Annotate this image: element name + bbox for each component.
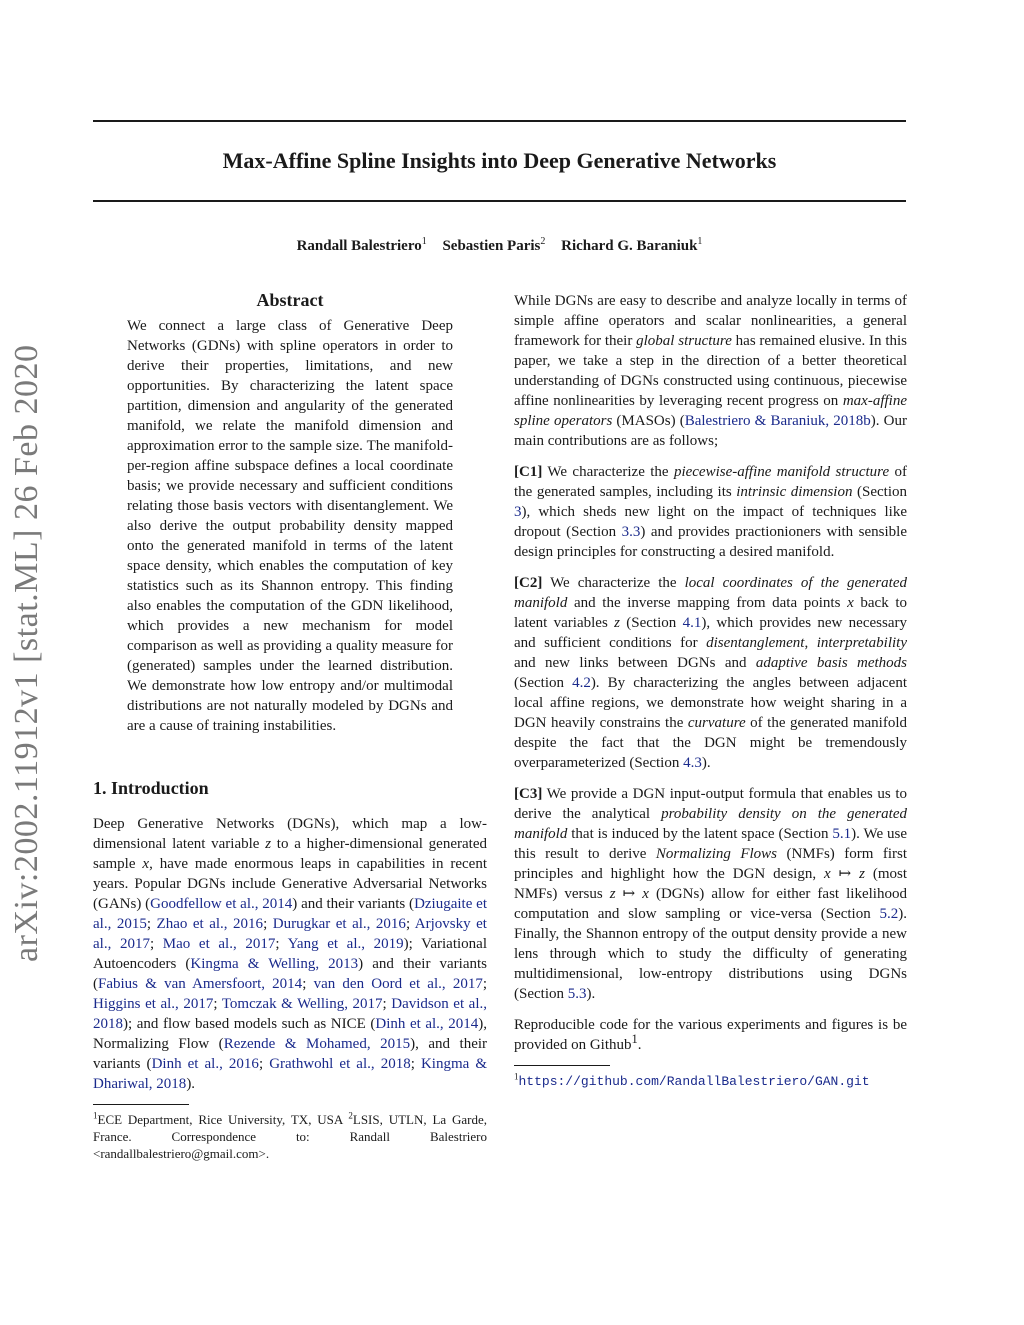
author-3 xyxy=(561,238,702,254)
contribution-label: [C1] xyxy=(514,464,543,480)
citation-link[interactable]: Dinh et al., 2016 xyxy=(151,1056,259,1072)
citation-link[interactable]: van den Oord et al., 2017 xyxy=(313,976,483,992)
github-footnote: $^1$https://github.com/RandallBalestriero/GAN.git xyxy=(514,1071,870,1089)
citation-link[interactable]: Grathwohl et al., 2018 xyxy=(269,1056,411,1072)
section-ref-link[interactable]: 3.3 xyxy=(621,524,641,540)
left-column xyxy=(93,288,487,1162)
right-column xyxy=(514,291,907,1090)
citation-link[interactable]: Yang et al., 2019 xyxy=(287,936,404,952)
section-ref-link[interactable]: 4.3 xyxy=(683,755,702,771)
author-affiliation: 2 xyxy=(540,236,546,247)
citation-link[interactable]: Goodfellow et al., 2014 xyxy=(150,896,293,912)
citation-link[interactable]: Zhao et al., 2016 xyxy=(156,916,264,932)
author-name: Richard G. Baraniuk xyxy=(561,238,698,254)
intro-paragraph-continued: While DGNs are easy to describe and analyze locally in terms of simple affine operators and scalar nonlinearities, a general framework for their global structure has remained elusive. In this paper, we take a step in the direction of a better theoretical understanding of DGNs constructed using continuous, piecewise affine nonlinearities by leveraging recent progress on max-affine spline operators (MASOs) (Balestriero & Baraniuk, 2018b). Our main contributions are as follows; xyxy=(514,293,907,449)
contribution-label: [C3] xyxy=(514,786,543,802)
author-name: Sebastien Paris xyxy=(442,238,541,254)
affiliation-footnote: $^1$ECE Department, Rice University, TX, USA $^2$LSIS, UTLN, La Garde, France. Correspondence to: Randall Balestriero <randallbalestriero@gmail.com>. xyxy=(93,1110,487,1161)
author-1 xyxy=(297,238,427,254)
title-rule-top xyxy=(93,120,906,122)
contribution-c1: [C1] We characterize the piecewise-affine manifold structure of the generated samples, including its intrinsic dimension (Section 3), which sheds new light on the impact of techniques like dropout (Section 3.3) and provides practionioners with sensible design principles for constructing a desired manifold. xyxy=(514,464,908,560)
section-ref-link[interactable]: 5.1 xyxy=(832,826,852,842)
math-x: x xyxy=(847,595,854,611)
citation-link[interactable]: Dziugaite et al., 2015 xyxy=(93,896,487,932)
math-mapping: x ↦ z xyxy=(824,866,865,882)
author-name: Randall Balestriero xyxy=(296,238,422,254)
citation-link[interactable]: Davidson et al., 2018 xyxy=(93,996,488,1032)
author-list xyxy=(93,236,906,256)
title-rule-bottom xyxy=(93,200,906,202)
reproducibility-paragraph: Reproducible code for the various experiments and figures is be provided on Github$^1$. xyxy=(514,1017,907,1053)
footnote-rule xyxy=(514,1065,610,1066)
paper-title: Max-Affine Spline Insights into Deep Generative Networks xyxy=(222,148,777,173)
arxiv-identifier-stamp: arXiv:2002.11912v1 [stat.ML] 26 Feb 2020 xyxy=(8,344,45,962)
abstract-body: We connect a large class of Generative Deep Networks (GDNs) with spline operators in order to derive their properties, limitations, and new opportunities. By characterizing the latent space partition, dimension and angularity of the generated manifold, we relate the manifold dimension and approximation error to the sample size. The manifold-per-region affine subspace defines a local coordinate basis; we provide necessary and sufficient conditions relating those basis vectors with disentanglement. We also derive the output probability density mapped onto the generated manifold in terms of the latent space density, which enables the computation of key statistics such as its Shannon entropy. This finding also enables the computation of the GDN likelihood, which provides a new mechanism for model comparison as well as providing a quality measure for (generated) samples under the learned distribution. We demonstrate how low entropy and/or multimodal distributions are not naturally modeled by DGNs and are a cause of training instabilities. xyxy=(127,318,453,734)
citation-link[interactable]: Fabius & van Amersfoort, 2014 xyxy=(98,976,303,992)
citation-link[interactable]: Rezende & Mohamed, 2015 xyxy=(223,1036,411,1052)
citation-link[interactable]: Higgins et al., 2017 xyxy=(93,996,214,1012)
contribution-c2: [C2] We characterize the local coordinates of the generated manifold and the inverse mapping from data points x back to latent variables z (Section 4.1), which provides new necessary and sufficient conditions for disentanglement, interpretability and new links between DGNs and adaptive basis methods (Section 4.2). By characterizing the angles between adjacent local affine regions, we demonstrate how weight sharing in a DGN heavily constrains the curvature of the generated manifold despite the fact that the DGN might be tremendously overparameterized (Section 4.3). xyxy=(514,575,907,771)
math-mapping: z ↦ x xyxy=(609,886,649,902)
citation-link[interactable]: Kingma & Dhariwal, 2018 xyxy=(93,1056,488,1092)
author-affiliation: 1 xyxy=(421,236,427,247)
citation-link[interactable]: Mao et al., 2017 xyxy=(162,936,276,952)
author-affiliation: 1 xyxy=(697,236,703,247)
section-ref-link[interactable]: 5.2 xyxy=(879,906,899,922)
section-ref-link[interactable]: 4.2 xyxy=(572,675,591,691)
citation-link[interactable]: Durugkar et al., 2016 xyxy=(272,916,406,932)
contribution-label: [C2] xyxy=(514,575,543,591)
math-x: x xyxy=(142,856,150,872)
citation-link[interactable]: Balestriero & Baraniuk, 2018b xyxy=(684,413,871,429)
citation-link[interactable]: Arjovsky et al., 2017 xyxy=(93,916,487,952)
section-heading-introduction: 1. Introduction xyxy=(93,778,209,798)
author-2 xyxy=(442,238,545,254)
section-ref-link[interactable]: 5.3 xyxy=(567,986,587,1002)
section-ref-link[interactable]: 4.1 xyxy=(682,615,702,631)
github-url-link[interactable]: https://github.com/RandallBalestriero/GAN.git xyxy=(518,1074,870,1089)
intro-paragraph: Deep Generative Networks (DGNs), which map a low-dimensional latent variable z to a higher-dimensional generated sample x, have made enormous leaps in capabilities in recent years. Popular DGNs include Generative Adversarial Networks (GANs) (Goodfellow et al., 2014) and their variants (Dziugaite et al., 2015; Zhao et al., 2016; Durugkar et al., 2016; Arjovsky et al., 2017; Mao et al., 2017; Yang et al., 2019); Variational Autoencoders (Kingma & Welling, 2013) and their variants (Fabius & van Amersfoort, 2014; van den Oord et al., 2017; Higgins et al., 2017; Tomczak & Welling, 2017; Davidson et al., 2018); and flow based models such as NICE (Dinh et al., 2014), Normalizing Flow (Rezende & Mohamed, 2015), and their variants (Dinh et al., 2016; Grathwohl et al., 2018; Kingma & Dhariwal, 2018). xyxy=(93,816,488,1092)
section-ref-link[interactable]: 3 xyxy=(514,504,522,520)
footnote-marker[interactable]: 1 xyxy=(631,1032,638,1046)
citation-link[interactable]: Dinh et al., 2014 xyxy=(375,1016,479,1032)
abstract-heading: Abstract xyxy=(256,290,324,310)
citation-link[interactable]: Kingma & Welling, 2013 xyxy=(190,956,359,972)
math-z: z xyxy=(614,615,620,631)
footnote-rule xyxy=(93,1104,189,1105)
citation-link[interactable]: Tomczak & Welling, 2017 xyxy=(221,996,383,1012)
math-z: z xyxy=(265,836,272,852)
contribution-c3: [C3] We provide a DGN input-output formula that enables us to derive the analytical probability density on the generated manifold that is induced by the latent space (Section 5.1). We use this result to derive Normalizing Flows (NMFs) form first principles and highlight how the DGN design, x ↦ z (most NMFs) versus z ↦ x (DGNs) allow for either fast likelihood computation and slow sampling or vice-versa (Section 5.2). Finally, the Shannon entropy of the output density provide a new lens through which to study the difficulty of generating multidimensional, low-entropy distributions using DGNs (Section 5.3). xyxy=(514,786,907,1002)
